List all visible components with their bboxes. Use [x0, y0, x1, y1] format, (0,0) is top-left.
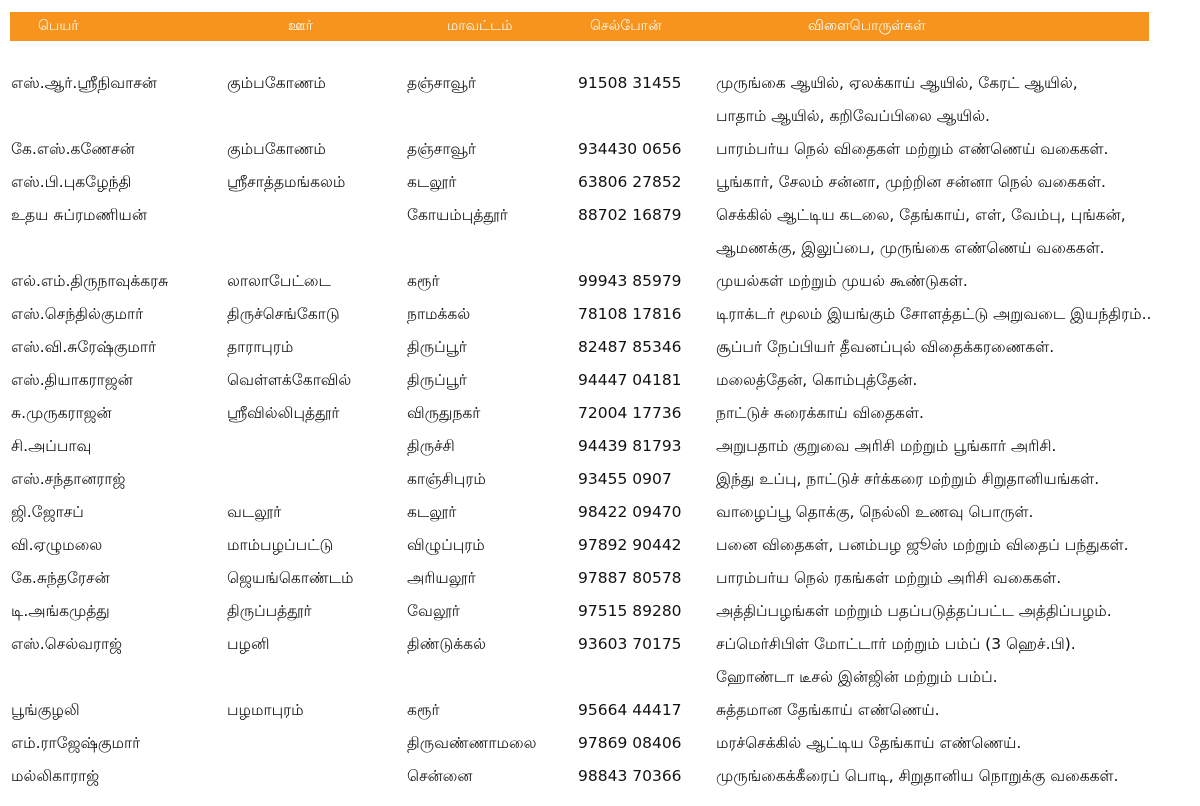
- product-description: முயல்கள் மற்றும் முயல் கூண்டுகள்.: [716, 272, 968, 290]
- phone-number: 98422 09470: [578, 503, 682, 521]
- person-name: எம்.ராஜேஷ்குமார்: [11, 734, 141, 752]
- product-description: மரச்செக்கில் ஆட்டிய தேங்காய் எண்ணெய்.: [716, 734, 1022, 752]
- person-name: எஸ்.வி.சுரேஷ்குமார்: [11, 338, 157, 356]
- district-name: தஞ்சாவூர்: [407, 74, 477, 92]
- product-description: சூப்பர் நேப்பியர் தீவனப்புல் விதைக்கரணைகள்.: [716, 338, 1055, 356]
- town-name: வடலூர்: [227, 503, 282, 521]
- product-description: ஹோண்டா டீசல் இன்ஜின் மற்றும் பம்ப்.: [716, 668, 998, 686]
- phone-number: 99943 85979: [578, 272, 682, 290]
- district-name: காஞ்சிபுரம்: [407, 470, 486, 488]
- product-description: முருங்கைக்கீரைப் பொடி, சிறுதானிய நொறுக்கு வகைகள்.: [716, 767, 1119, 785]
- phone-number: 82487 85346: [578, 338, 682, 356]
- town-name: கும்பகோணம்: [227, 140, 326, 158]
- person-name: கே.சுந்தரேசன்: [11, 569, 110, 587]
- product-description: நாட்டுச் சுரைக்காய் விதைகள்.: [716, 404, 924, 422]
- town-name: திருப்பத்தூர்: [227, 602, 312, 620]
- product-description: பூங்கார், சேலம் சன்னா, முற்றின சன்னா நெல் வகைகள்.: [716, 173, 1106, 191]
- district-name: வேலூர்: [407, 602, 460, 620]
- district-name: திருவண்ணாமலை: [407, 734, 537, 752]
- product-description: ஆமணக்கு, இலுப்பை, முருங்கை எண்ணெய் வகைகள்.: [716, 239, 1105, 257]
- phone-number: 94447 04181: [578, 371, 682, 389]
- person-name: பூங்குழலி: [11, 701, 80, 719]
- district-name: திண்டுக்கல்: [407, 635, 486, 653]
- district-name: அரியலூர்: [407, 569, 476, 587]
- district-name: விருதுநகர்: [407, 404, 481, 422]
- district-name: திருப்பூர்: [407, 338, 467, 356]
- person-name: எஸ்.ஆர்.ஸ்ரீநிவாசன்: [11, 74, 157, 92]
- phone-number: 93455 0907: [578, 470, 672, 488]
- person-name: எஸ்.சந்தானராஜ்: [11, 470, 126, 488]
- district-name: திருப்பூர்: [407, 371, 467, 389]
- person-name: சி.அப்பாவு: [11, 437, 92, 455]
- town-name: தாராபுரம்: [227, 338, 294, 356]
- product-description: வாழைப்பூ தொக்கு, நெல்லி உணவு பொருள்.: [716, 503, 1034, 521]
- district-name: சென்னை: [407, 767, 473, 785]
- district-name: கடலூர்: [407, 173, 457, 191]
- product-description: மலைத்தேன், கொம்புத்தேன்.: [716, 371, 918, 389]
- town-name: மாம்பழப்பட்டு: [227, 536, 334, 554]
- town-name: ஸ்ரீசாத்தமங்கலம்: [227, 173, 346, 191]
- phone-number: 934430 0656: [578, 140, 682, 158]
- header-name: பெயர்: [38, 18, 79, 34]
- district-name: கோயம்புத்தூர்: [407, 206, 508, 224]
- town-name: கும்பகோணம்: [227, 74, 326, 92]
- phone-number: 97869 08406: [578, 734, 682, 752]
- district-name: விழுப்புரம்: [407, 536, 485, 554]
- phone-number: 91508 31455: [578, 74, 682, 92]
- person-name: எஸ்.தியாகராஜன்: [11, 371, 133, 389]
- product-description: சப்மெர்சிபிள் மோட்டார் மற்றும் பம்ப் (3 ஹெச்.பி).: [716, 635, 1076, 653]
- phone-number: 63806 27852: [578, 173, 682, 191]
- person-name: கே.எஸ்.கணேசன்: [11, 140, 135, 158]
- phone-number: 97515 89280: [578, 602, 682, 620]
- town-name: லாலாபேட்டை: [227, 272, 331, 290]
- product-description: அறுபதாம் குறுவை அரிசி மற்றும் பூங்கார் அரிசி.: [716, 437, 1057, 455]
- table-header: [10, 12, 1149, 41]
- product-description: பனை விதைகள், பனம்பழ ஜூஸ் மற்றும் விதைப் பந்துகள்.: [716, 536, 1129, 554]
- town-name: வெள்ளக்கோவில்: [227, 371, 352, 389]
- district-name: கடலூர்: [407, 503, 457, 521]
- person-name: சு.முருகராஜன்: [11, 404, 112, 422]
- phone-number: 78108 17816: [578, 305, 682, 323]
- person-name: எஸ்.செல்வராஜ்: [11, 635, 123, 653]
- phone-number: 72004 17736: [578, 404, 682, 422]
- phone-number: 95664 44417: [578, 701, 682, 719]
- district-name: கரூர்: [407, 701, 440, 719]
- district-name: கரூர்: [407, 272, 440, 290]
- person-name: எஸ்.செந்தில்குமார்: [11, 305, 144, 323]
- district-name: தஞ்சாவூர்: [407, 140, 477, 158]
- person-name: வி.ஏழுமலை: [11, 536, 103, 554]
- phone-number: 98843 70366: [578, 767, 682, 785]
- product-description: அத்திப்பழங்கள் மற்றும் பதப்படுத்தப்பட்ட அத்திப்பழம்.: [716, 602, 1112, 620]
- town-name: ஜெயங்கொண்டம்: [227, 569, 354, 587]
- header-district: மாவட்டம்: [447, 18, 513, 34]
- person-name: உதய சுப்ரமணியன்: [11, 206, 147, 224]
- person-name: ஜி.ஜோசப்: [11, 503, 84, 521]
- person-name: எல்.எம்.திருநாவுக்கரசு: [11, 272, 169, 290]
- header-products: விளைபொருள்கள்: [808, 18, 926, 34]
- district-name: திருச்சி: [407, 437, 455, 455]
- product-description: சுத்தமான தேங்காய் எண்ணெய்.: [716, 701, 940, 719]
- product-description: பாரம்பர்ய நெல் ரகங்கள் மற்றும் அரிசி வகைகள்.: [716, 569, 1062, 587]
- person-name: எஸ்.பி.புகழேந்தி: [11, 173, 132, 191]
- district-name: நாமக்கல்: [407, 305, 471, 323]
- product-description: பாதாம் ஆயில், கறிவேப்பிலை ஆயில்.: [716, 107, 990, 125]
- person-name: டி.அங்கமுத்து: [11, 602, 110, 620]
- town-name: பழனி: [227, 635, 270, 653]
- person-name: மல்லிகாராஜ்: [11, 767, 100, 785]
- phone-number: 88702 16879: [578, 206, 682, 224]
- product-description: இந்து உப்பு, நாட்டுச் சர்க்கரை மற்றும் சிறுதானியங்கள்.: [716, 470, 1100, 488]
- product-description: முருங்கை ஆயில், ஏலக்காய் ஆயில், கேரட் ஆயில்,: [716, 74, 1078, 92]
- header-town: ஊர்: [288, 18, 313, 34]
- header-phone: செல்போன்: [590, 18, 662, 34]
- town-name: ஸ்ரீவில்லிபுத்தூர்: [227, 404, 340, 422]
- phone-number: 93603 70175: [578, 635, 682, 653]
- product-description: செக்கில் ஆட்டிய கடலை, தேங்காய், எள், வேம்பு, புங்கன்,: [716, 206, 1126, 224]
- product-description: டிராக்டர் மூலம் இயங்கும் சோளத்தட்டு அறுவடை இயந்திரம்..: [716, 305, 1152, 323]
- product-description: பாரம்பர்ய நெல் விதைகள் மற்றும் எண்ணெய் வகைகள்.: [716, 140, 1109, 158]
- phone-number: 94439 81793: [578, 437, 682, 455]
- phone-number: 97887 80578: [578, 569, 682, 587]
- phone-number: 97892 90442: [578, 536, 682, 554]
- town-name: திருச்செங்கோடு: [227, 305, 340, 323]
- town-name: பழமாபுரம்: [227, 701, 304, 719]
